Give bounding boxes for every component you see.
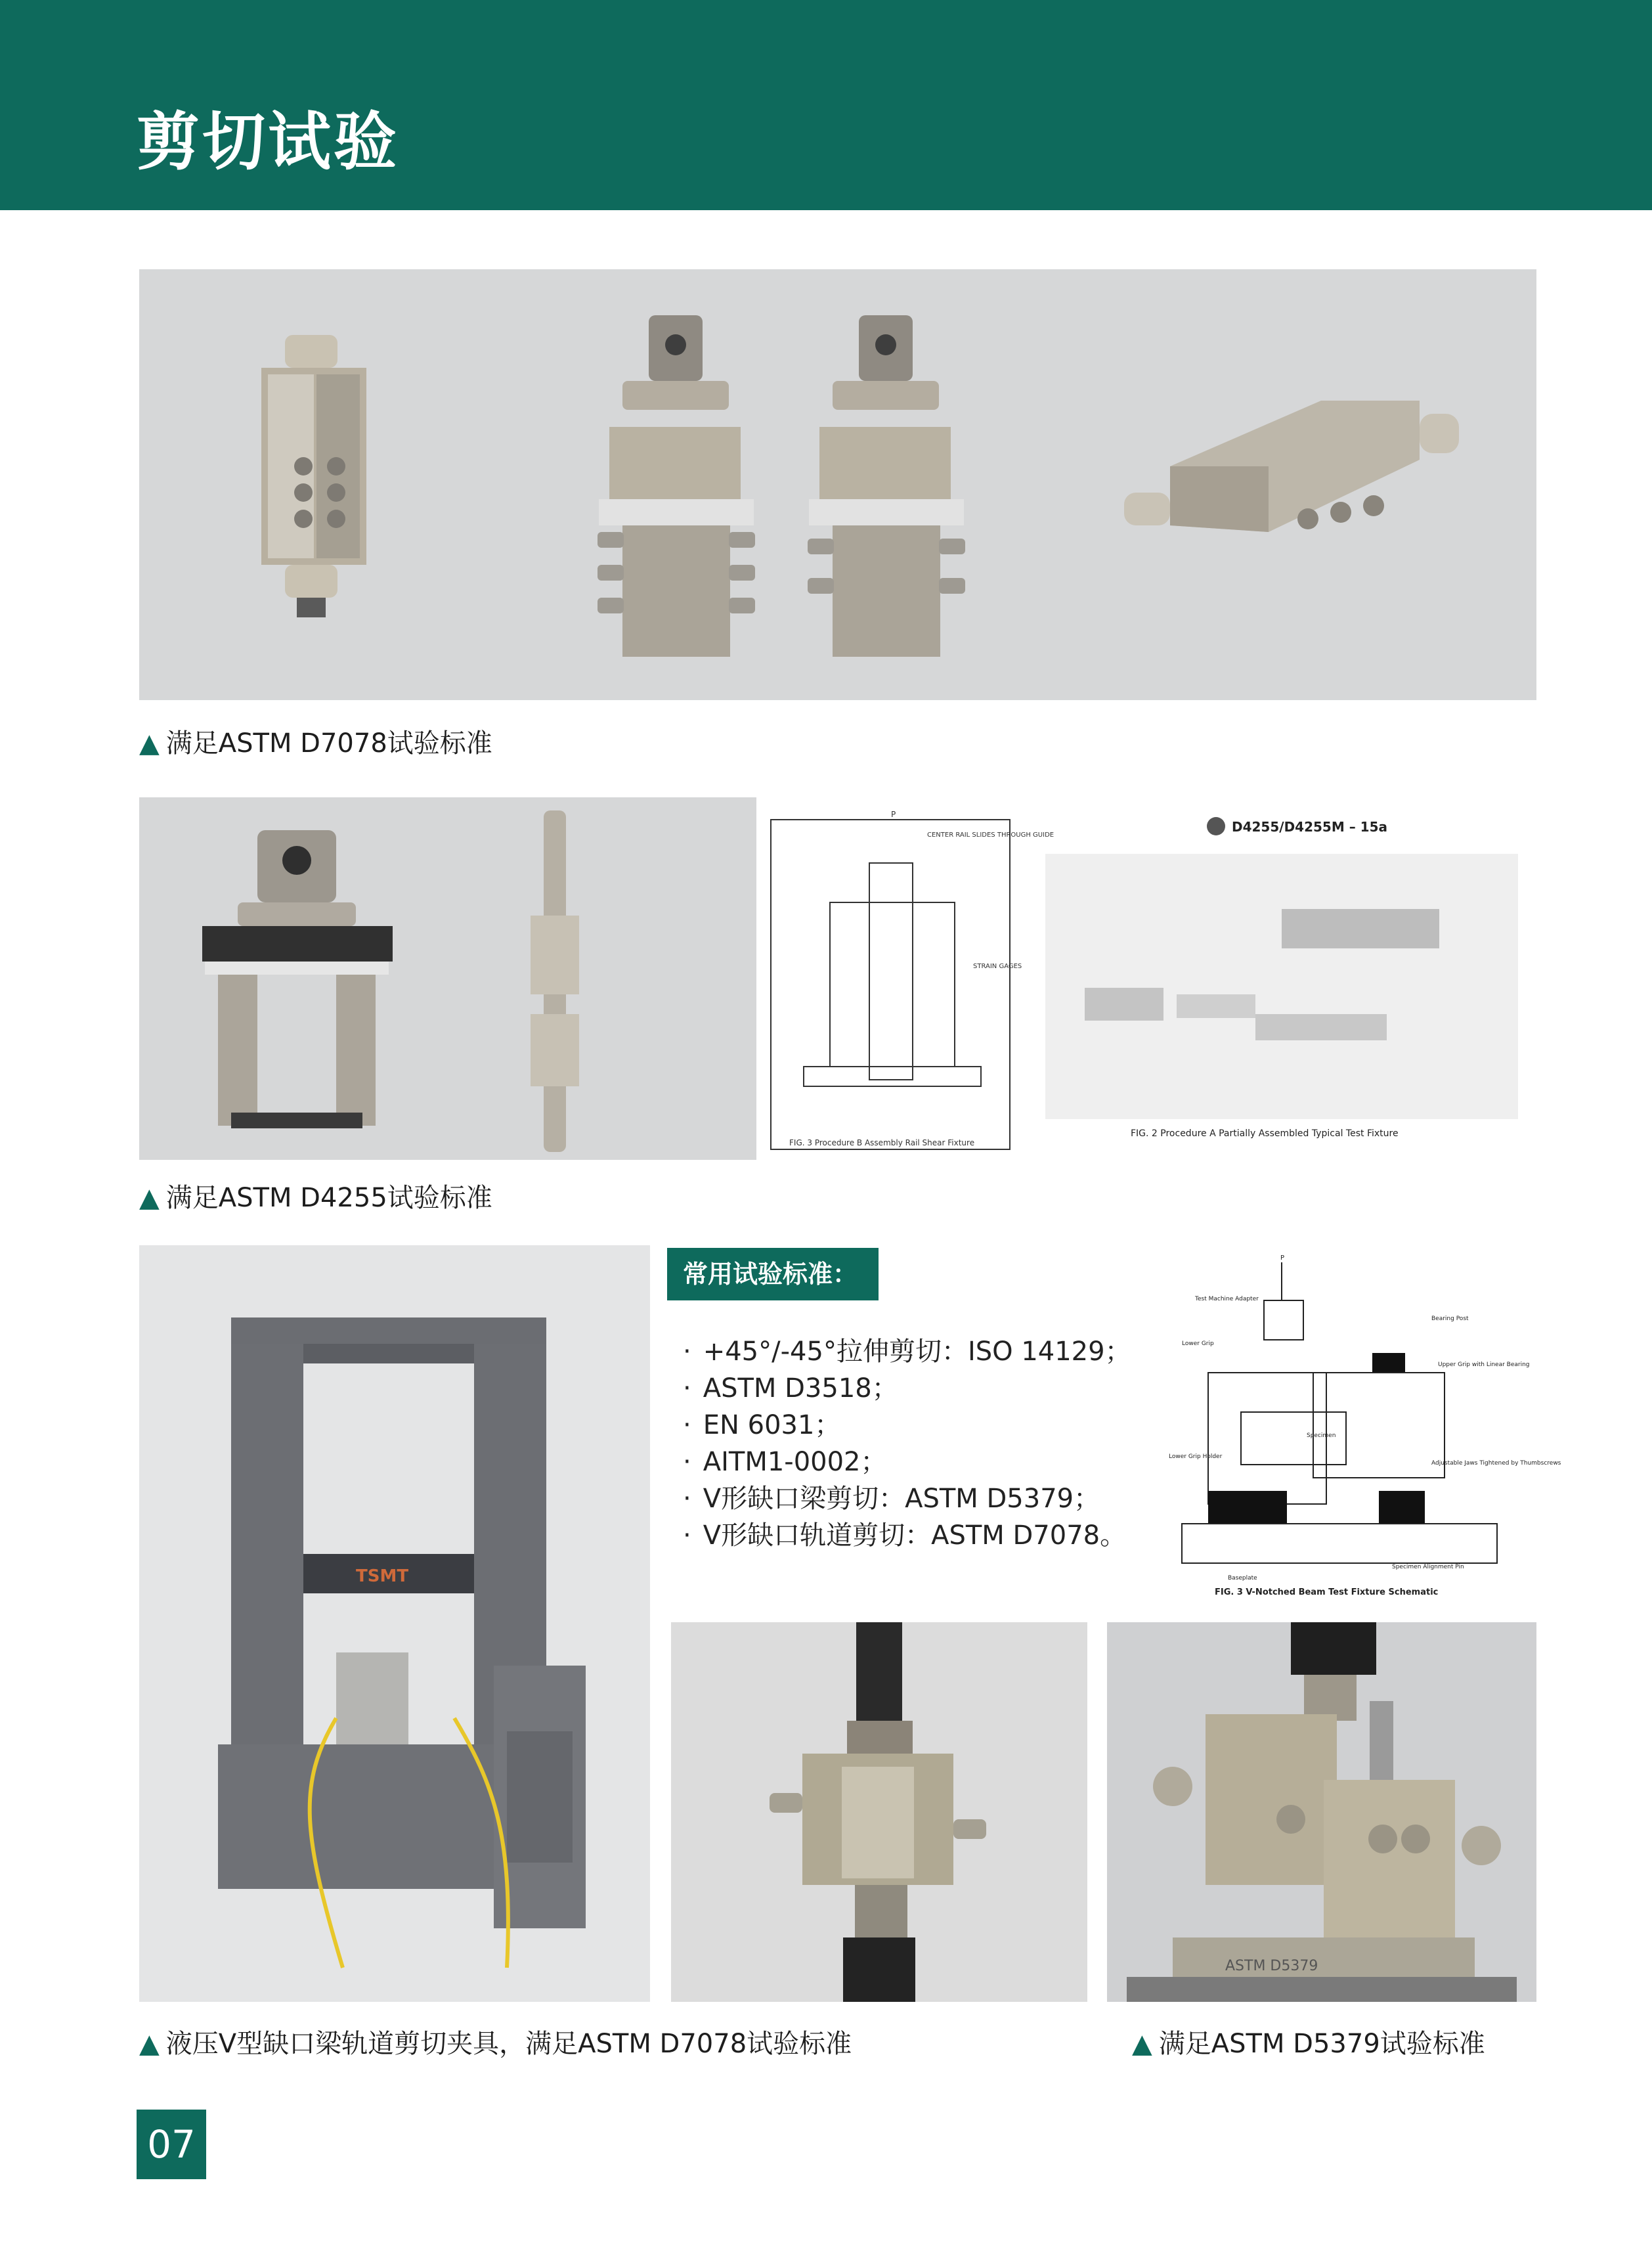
photo-d7078-fixtures	[139, 269, 1536, 700]
caption-d4255	[139, 1177, 492, 1214]
rail-label-gages: STRAIN GAGES	[973, 963, 1022, 970]
caption-d7078	[139, 722, 492, 760]
caption-d4255-text: 满足ASTM D4255试验标准	[165, 1183, 492, 1213]
standards-item: · V形缺口梁剪切：ASTM D5379；	[683, 1480, 1131, 1517]
machine-brand-label: TSMT	[356, 1566, 409, 1586]
standards-heading: 常用试验标准：	[667, 1248, 879, 1300]
vnotch-label-adapter: Test Machine Adapter	[1195, 1296, 1259, 1302]
vnotch-label-lower-grip: Lower Grip	[1182, 1340, 1214, 1347]
d4255-standard-label: D4255/D4255M – 15a	[1232, 819, 1387, 835]
d5379-fixture-illustration	[1107, 1622, 1536, 2002]
triangle-bullet-icon: ▲	[1132, 2029, 1152, 2059]
standards-item: · +45°/-45°拉伸剪切：ISO 14129；	[683, 1333, 1131, 1370]
standards-item: · EN 6031；	[683, 1407, 1131, 1444]
caption-hydraulic-text: 液压V型缺口梁轨道剪切夹具，满足ASTM D7078试验标准	[165, 2029, 852, 2059]
photo-testing-machine	[139, 1245, 650, 2002]
fig2-caption: FIG. 2 Procedure A Partially Assembled Typical Test Fixture	[1131, 1128, 1399, 1139]
page-header	[0, 0, 1652, 210]
caption-d5379-text: 满足ASTM D5379试验标准	[1158, 2029, 1485, 2059]
standards-item: · V形缺口轨道剪切：ASTM D7078。	[683, 1517, 1131, 1554]
vnotch-label-upper-grip: Upper Grip with Linear Bearing	[1438, 1361, 1530, 1368]
vnotch-label-jaws: Adjustable Jaws Tightened by Thumbscrews	[1431, 1460, 1561, 1467]
caption-d7078-text: 满足ASTM D7078试验标准	[165, 728, 492, 759]
photo-hydraulic-fixture	[671, 1622, 1087, 2002]
fig3-caption: FIG. 3 Procedure B Assembly Rail Shear Fixture	[789, 1138, 975, 1147]
vnotch-label-holder: Lower Grip Holder	[1169, 1453, 1223, 1460]
page-number: 07	[137, 2110, 206, 2179]
vnotch-label-baseplate: Baseplate	[1228, 1575, 1257, 1582]
rail-label-p: P	[891, 810, 896, 819]
triangle-bullet-icon: ▲	[139, 728, 160, 759]
standards-list	[683, 1333, 1131, 1554]
caption-d5379	[1132, 2023, 1485, 2060]
standards-item: · ASTM D3518；	[683, 1370, 1131, 1407]
vnotch-label-specimen: Specimen	[1307, 1432, 1336, 1439]
vnotch-schematic	[1156, 1248, 1561, 1603]
standards-item: · AITM1-0002；	[683, 1444, 1131, 1480]
d5379-plate-text: ASTM D5379	[1225, 1958, 1318, 1974]
d4255-illustration	[139, 797, 1536, 1160]
fixture-photos-illustration	[139, 269, 1536, 700]
photo-d5379-fixture	[1107, 1622, 1536, 2002]
triangle-bullet-icon: ▲	[139, 1183, 160, 1213]
hydraulic-fixture-illustration	[671, 1622, 1087, 2002]
vnotch-label-p: P	[1280, 1254, 1285, 1262]
rail-label-center: CENTER RAIL SLIDES THROUGH GUIDE	[927, 831, 1054, 839]
triangle-bullet-icon: ▲	[139, 2029, 160, 2059]
page-title: 剪切试验	[137, 105, 399, 179]
testing-machine-illustration	[139, 1245, 650, 2002]
caption-hydraulic	[139, 2023, 852, 2060]
vnotch-schematic-drawing	[1156, 1248, 1561, 1603]
photo-d4255-fixtures	[139, 797, 1536, 1160]
vnotch-label-bearing: Bearing Post	[1431, 1316, 1469, 1322]
vnotch-label-pin: Specimen Alignment Pin	[1392, 1564, 1464, 1570]
vnotch-caption: FIG. 3 V-Notched Beam Test Fixture Schematic	[1215, 1587, 1439, 1597]
